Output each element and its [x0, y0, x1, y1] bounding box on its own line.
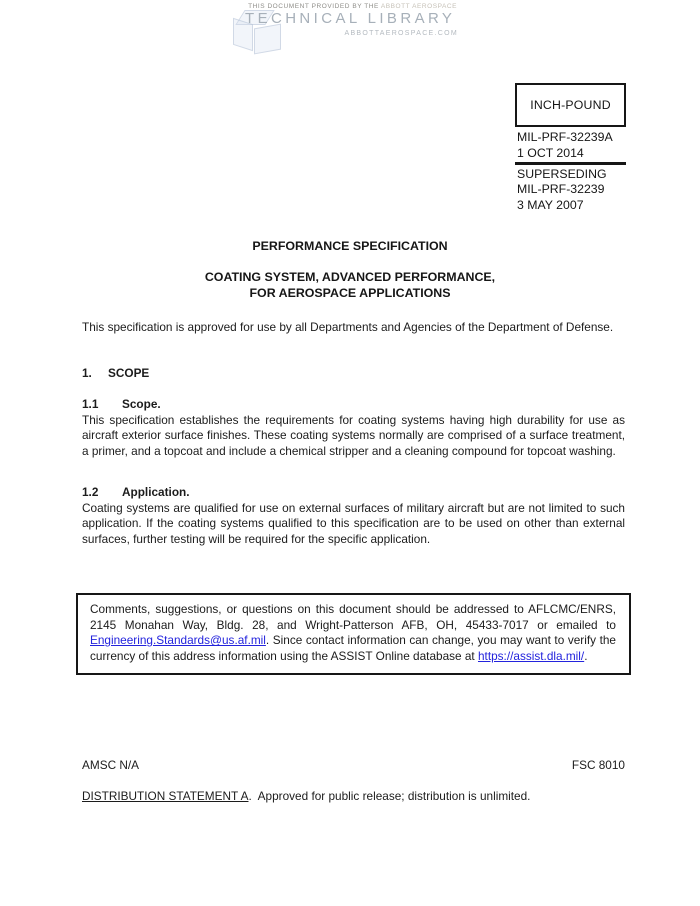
comments-text-end: .	[584, 648, 588, 663]
inch-pound-label: INCH-POUND	[530, 98, 611, 112]
approval-statement: This specification is approved for use by all Departments and Agencies of the Department of Defense.	[82, 320, 614, 334]
assist-url-link[interactable]: https://assist.dla.mil/	[477, 648, 585, 663]
email-link[interactable]: Engineering.Standards@us.af.mil	[90, 633, 266, 648]
superseded-number: MIL-PRF-32239	[517, 182, 605, 197]
section-1-number: 1.	[82, 366, 92, 380]
section-1-2	[82, 485, 625, 547]
superseding-block	[517, 167, 607, 213]
section-1-1	[82, 397, 625, 459]
comments-box	[76, 593, 631, 675]
document-id-block	[517, 130, 613, 161]
cube-right-face	[254, 24, 281, 55]
footer-id-row	[82, 758, 625, 774]
section-1-1-number: 1.1	[82, 397, 99, 411]
provided-by-text: THIS DOCUMENT PROVIDED BY THE	[248, 3, 381, 10]
section-1-title: SCOPE	[108, 366, 150, 380]
abbott-brand-text: ABBOTT AEROSPACE	[380, 3, 457, 10]
spec-subject-line1: COATING SYSTEM, ADVANCED PERFORMANCE,	[204, 270, 496, 284]
section-1-2-heading	[82, 485, 625, 501]
spec-subject-line2: FOR AEROSPACE APPLICATIONS	[249, 285, 451, 300]
section-1-2-body: Coating systems are qualified for use on external surfaces of military aircraft but are not limited to such application. If the coating systems qualified to this specification are to be used on other than external surfaces, further testing will be required for the specific application.	[82, 500, 625, 546]
fsc-number: FSC 8010	[571, 758, 625, 772]
superseding-label: SUPERSEDING	[517, 167, 607, 181]
section-1-1-body: This specification establishes the requirements for coating systems having high durability for use as aircraft exterior surface finishes. These coating systems normally are comprised of a surface treatment, a primer, and a topcoat and include a chemical stripper and a cleaning compound for topcoat washing.	[82, 412, 625, 458]
distribution-statement-text: . Approved for public release; distribution is unlimited.	[248, 789, 531, 803]
superseding-divider	[515, 162, 626, 165]
comments-text-before-email: Comments, suggestions, or questions on this document should be addressed to AFLCMC/ENRS, 2145 Monahan Way, Bldg. 28, and Wright-Patterson AFB, OH, 45433-7017 or emailed to	[90, 602, 616, 632]
document-date: 1 OCT 2014	[517, 145, 584, 160]
provided-by-line	[233, 3, 457, 10]
inch-pound-box	[515, 83, 626, 127]
section-1-2-title: Application.	[122, 485, 190, 499]
section-1-1-heading	[82, 397, 625, 413]
abbott-website-text: ABBOTTAEROSPACE.COM	[344, 30, 458, 37]
superseded-date: 3 MAY 2007	[517, 197, 584, 212]
distribution-statement	[82, 789, 625, 805]
document-number: MIL-PRF-32239A	[517, 130, 613, 144]
spec-type-title: PERFORMANCE SPECIFICATION	[252, 239, 448, 253]
title-block	[0, 239, 700, 301]
section-1-2-number: 1.2	[82, 485, 99, 499]
comments-text	[90, 602, 616, 664]
section-1-heading	[82, 366, 625, 382]
technical-library-title: TECHNICAL LIBRARY	[245, 10, 456, 27]
amsc-number: AMSC N/A	[82, 758, 140, 772]
distribution-statement-label: DISTRIBUTION STATEMENT A	[82, 789, 249, 803]
comments-text-after-email: . Since contact information can change, you may want to verify the currency of this address information using the ASSIST Online database at	[90, 633, 616, 663]
section-1-1-title: Scope.	[122, 397, 161, 411]
